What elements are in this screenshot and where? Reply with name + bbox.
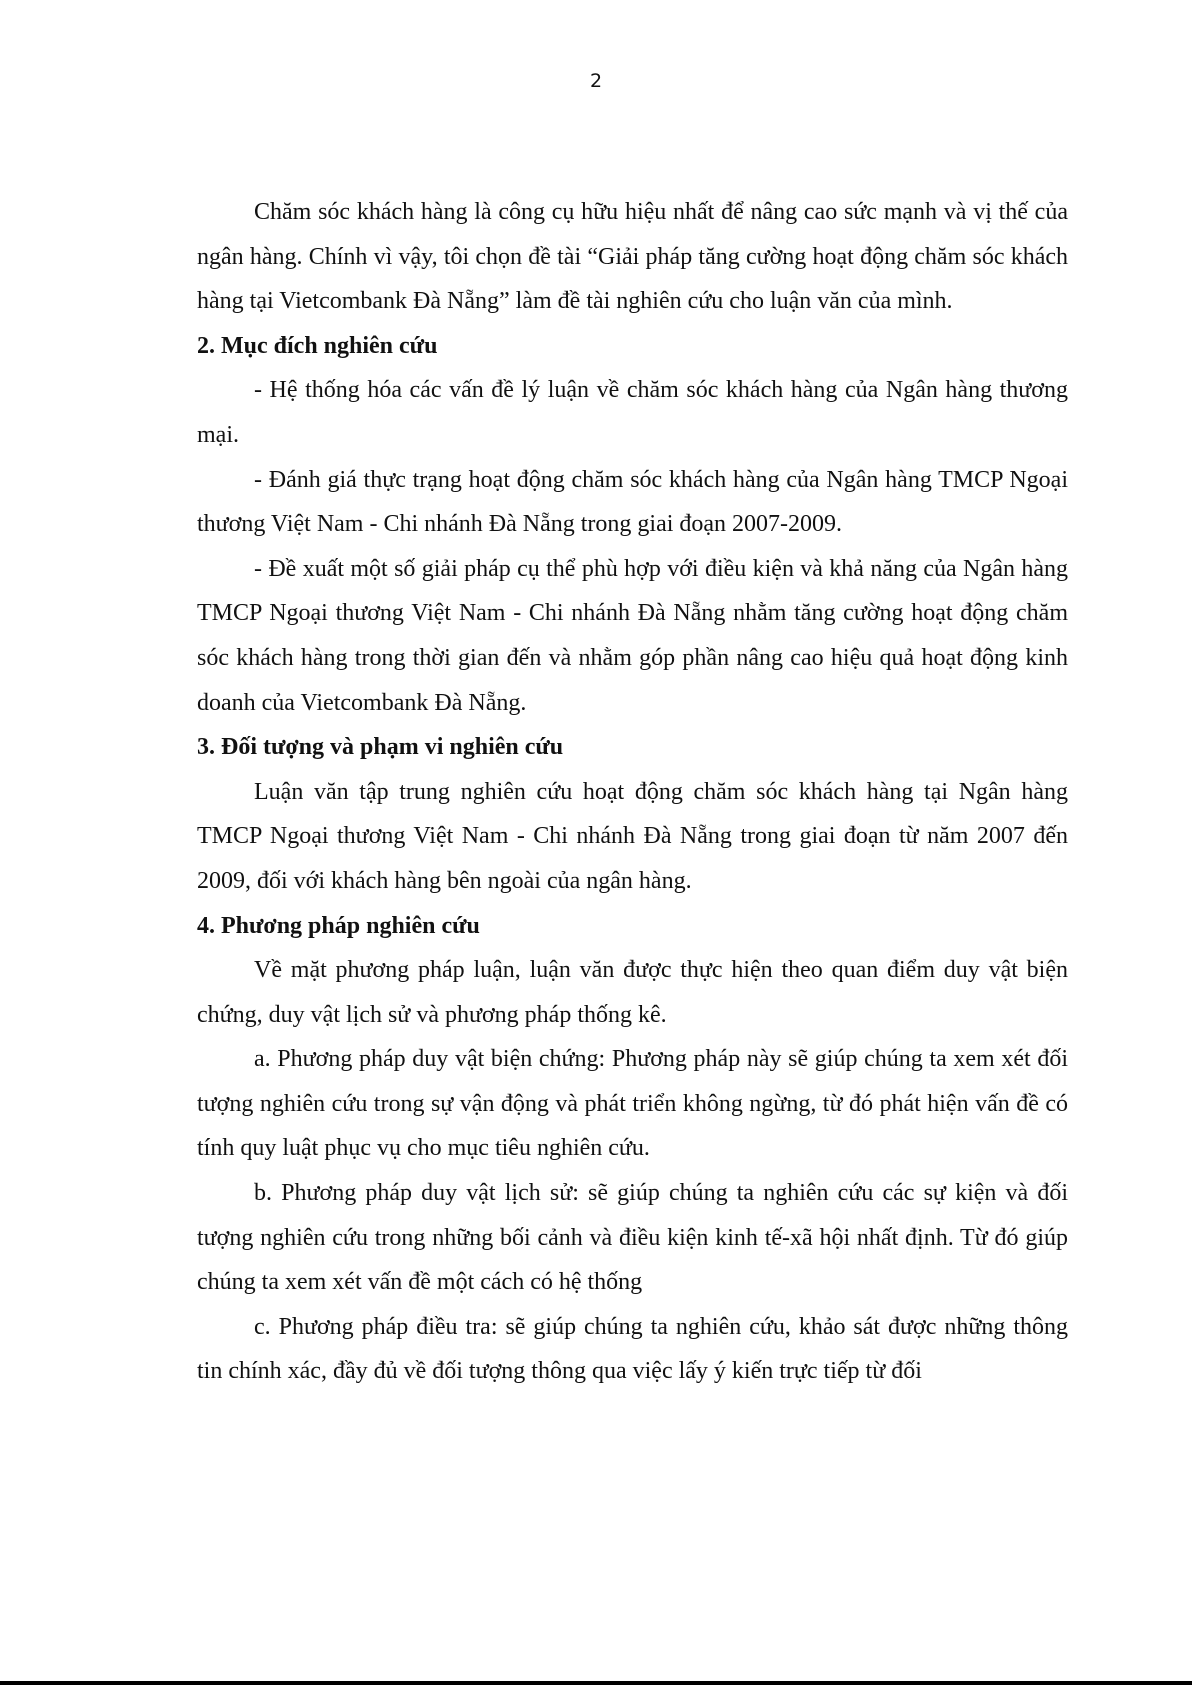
page-bottom-border xyxy=(0,1681,1192,1685)
paragraph-method-intro: Về mặt phương pháp luận, luận văn được thực hiện theo quan điểm duy vật biện chứng, duy vật lịch sử và phương pháp thống kê. xyxy=(197,957,1068,1028)
section-heading-method: 4. Phương pháp nghiên cứu xyxy=(197,912,480,939)
paragraph-scope: Luận văn tập trung nghiên cứu hoạt động chăm sóc khách hàng tại Ngân hàng TMCP Ngoại thương Việt Nam - Chi nhánh Đà Nẵng trong giai đoạn từ năm 2007 đến 2009, đối với khách hàng bên ngoài của ngân hàng. xyxy=(197,778,1068,894)
paragraph-method-a: a. Phương pháp duy vật biện chứng: Phương pháp này sẽ giúp chúng ta xem xét đối tượng nghiên cứu trong sự vận động và phát triển không ngừng, từ đó phát hiện vấn đề có tính quy luật phục vụ cho mục tiêu nghiên cứu. xyxy=(197,1046,1068,1162)
paragraph-intro: Chăm sóc khách hàng là công cụ hữu hiệu nhất để nâng cao sức mạnh và vị thế của ngân hàng. Chính vì vậy, tôi chọn đề tài “Giải pháp tăng cường hoạt động chăm sóc khách hàng tại Vietcombank Đà Nẵng” làm đề tài nghiên cứu cho luận văn của mình. xyxy=(197,199,1068,315)
paragraph-purpose-1: - Hệ thống hóa các vấn đề lý luận về chăm sóc khách hàng của Ngân hàng thương mại. xyxy=(197,377,1068,448)
paragraph-method-c: c. Phương pháp điều tra: sẽ giúp chúng ta nghiên cứu, khảo sát được những thông tin chính xác, đầy đủ về đối tượng thông qua việc lấy ý kiến trực tiếp từ đối xyxy=(197,1313,1068,1385)
paragraph-purpose-3: - Đề xuất một số giải pháp cụ thể phù hợp với điều kiện và khả năng của Ngân hàng TMCP Ngoại thương Việt Nam - Chi nhánh Đà Nẵng nhằm tăng cường hoạt động chăm sóc khách hàng trong thời gian đến và nhằm góp phần nâng cao hiệu quả hoạt động kinh doanh của Vietcombank Đà Nẵng. xyxy=(197,555,1068,716)
section-heading-scope: 3. Đối tượng và phạm vi nghiên cứu xyxy=(197,734,564,761)
section-heading-purpose: 2. Mục đích nghiên cứu xyxy=(197,332,438,359)
document-body xyxy=(197,190,1068,1394)
paragraph-purpose-2: - Đánh giá thực trạng hoạt động chăm sóc khách hàng của Ngân hàng TMCP Ngoại thương Việt Nam - Chi nhánh Đà Nẵng trong giai đoạn 2007-2009. xyxy=(197,466,1068,538)
paragraph-method-b: b. Phương pháp duy vật lịch sử: sẽ giúp chúng ta nghiên cứu các sự kiện và đối tượng nghiên cứu trong những bối cảnh và điều kiện kinh tế-xã hội nhất định. Từ đó giúp chúng ta xem xét vấn đề một cách có hệ thống xyxy=(197,1180,1068,1296)
page-number: 2 xyxy=(589,70,603,92)
